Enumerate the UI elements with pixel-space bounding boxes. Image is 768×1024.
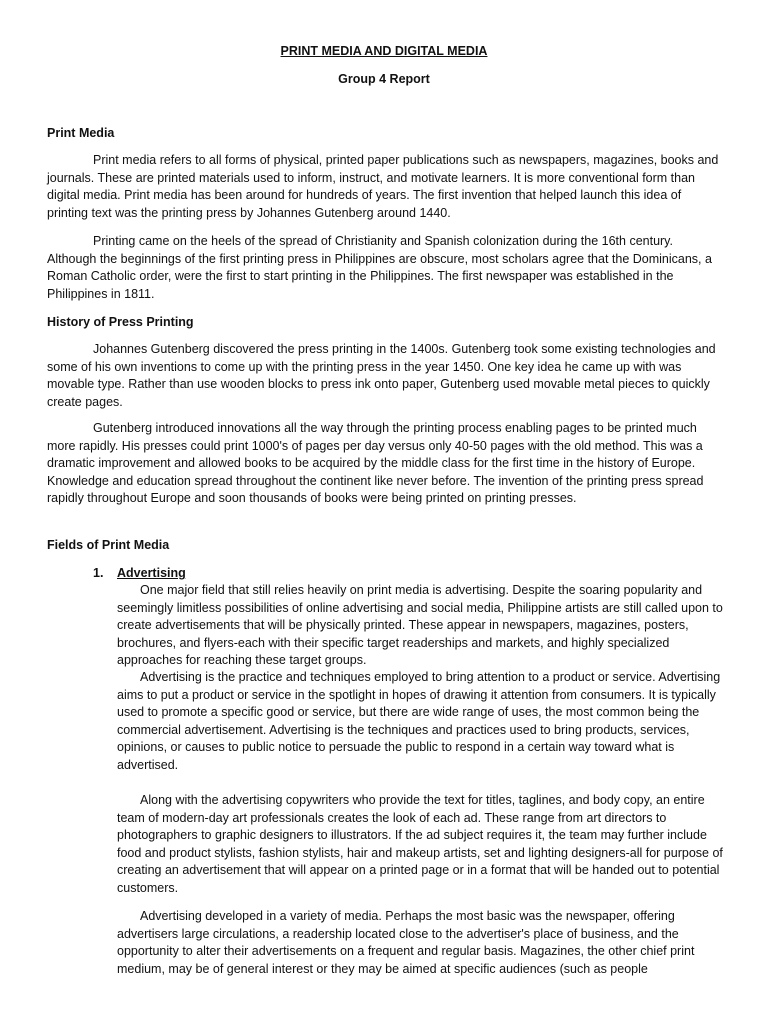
paragraph-advertising-3: Along with the advertising copywriters who provide the text for titles, taglines, and body copy, an entire team of modern-day art professionals creates the look of each ad. These range from art directors to photographers to graphic designers to illustrators. If the ad subject requires it, the team may further include food and product stylists, fashion stylists, hair and makeup artists, set and lighting designers-all for purpose of creating an advertisement that will appear on a printed page or in a format that will be handed out to potential customers. xyxy=(117,793,723,895)
document-title: PRINT MEDIA AND DIGITAL MEDIA xyxy=(280,44,488,58)
paragraph-print-media-2: Printing came on the heels of the spread of Christianity and Spanish colonization during the 16th century. Although the beginnings of the first printing press in Philippines are obscure, most scholars agree that the Dominicans, a Roman Catholic order, were the first to start printing in the Philippines. The first newspaper was established in the Philippines in 1811. xyxy=(47,234,712,301)
document-subtitle: Group 4 Report xyxy=(338,72,430,86)
paragraph-advertising-2: Advertising is the practice and techniques employed to bring attention to a product or service. Advertising aims to put a product or service in the spotlight in hopes of drawing it attention from consumers. It is typically used to promote a specific good or service, but there are wide range of uses, the most common being the commercial advertisement. Advertising is the techniques and practices used to bring products, services, opinions, or causes to public notice to persuade the public to respond in a certain way toward what is advertised. xyxy=(117,670,721,772)
section-heading-print-media: Print Media xyxy=(47,126,115,140)
section-heading-fields: Fields of Print Media xyxy=(47,538,170,552)
paragraph-print-media-1: Print media refers to all forms of physical, printed paper publications such as newspapers, magazines, books and journals. These are printed materials used to inform, instruct, and motivate learners. It is more conventional form than digital media. Print media has been around for hundreds of years. The first invention that helped launch this idea of printing text was the printing press by Johannes Gutenberg around 1440. xyxy=(47,153,719,220)
list-item-title-advertising: Advertising xyxy=(117,566,186,580)
paragraph-history-2: Gutenberg introduced innovations all the way through the printing process enabling pages to be printed much more rapidly. His presses could print 1000's of pages per day versus only 40-50 pages with the old method. This was a dramatic improvement and allowed books to be acquired by the middle class for the first time in the history of Europe. Knowledge and education spread throughout the continent like never before. The invention of the printing press spread rapidly throughout Europe and soon thousands of books were being printed on printing presses. xyxy=(47,421,704,506)
paragraph-history-1: Johannes Gutenberg discovered the press printing in the 1400s. Gutenberg took some existing technologies and some of his own inventions to come up with the printing press in the year 1450. One key idea he came up with was movable type. Rather than use wooden blocks to press ink onto paper, Gutenberg used movable metal pieces to quickly create pages. xyxy=(47,342,716,409)
section-heading-history: History of Press Printing xyxy=(47,315,194,329)
paragraph-advertising-1: One major field that still relies heavily on print media is advertising. Despite the soaring popularity and seemingly limitless possibilities of online advertising and social media, Philippine artists are still called upon to create advertisements that will be physically printed. These appear in newspapers, magazines, posters, brochures, and flyers-each with their specific target readerships and markets, and highly specialized approaches for reaching these target groups. xyxy=(117,583,723,668)
paragraph-advertising-4: Advertising developed in a variety of media. Perhaps the most basic was the newspaper, offering advertisers large circulations, a readership located close to the advertiser's place of business, and the opportunity to alter their advertisements on a frequent and regular basis. Magazines, the other chief print medium, may be of general interest or they may be aimed at specific audiences (such as people xyxy=(117,909,695,976)
list-marker: 1. xyxy=(93,566,104,580)
